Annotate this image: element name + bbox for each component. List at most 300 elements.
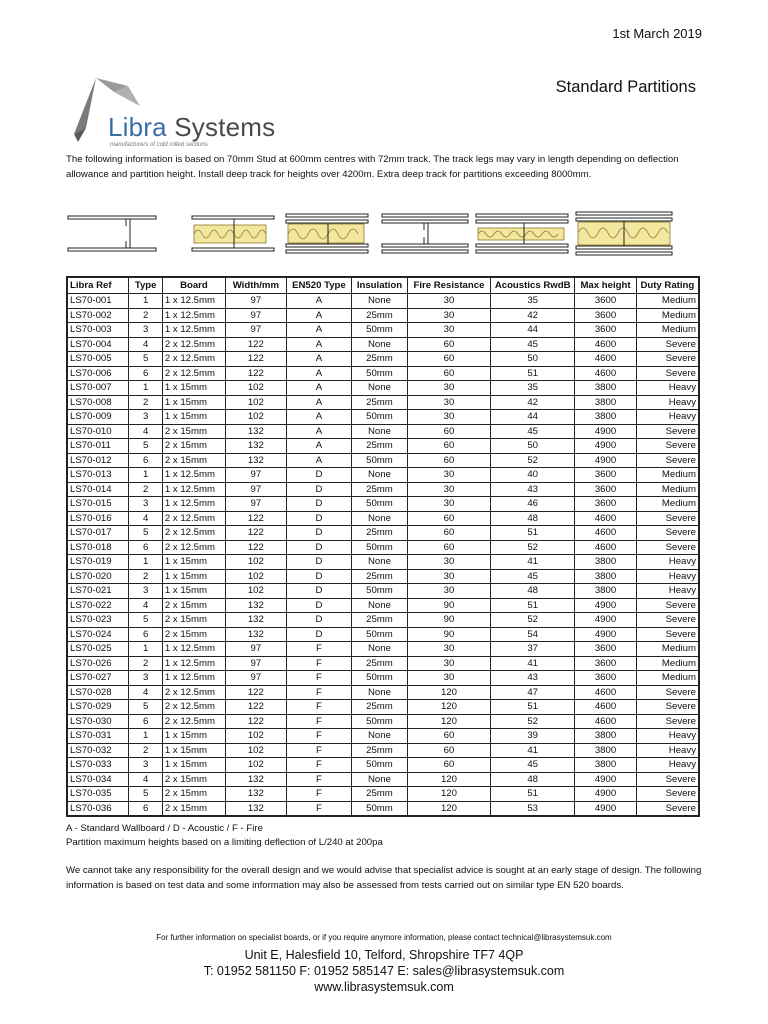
table-row [67, 468, 699, 483]
cell-type: 1 [129, 729, 162, 744]
cell-libra-ref: LS70-018 [67, 540, 129, 555]
cell-duty-rating: Heavy [636, 729, 699, 744]
cell-insulation: 50mm [352, 540, 408, 555]
cell-fire-resistance: 30 [407, 584, 490, 599]
cell-fire-resistance: 60 [407, 758, 490, 773]
cell-acoustics: 35 [491, 381, 575, 396]
brand-libra: Libra [108, 112, 167, 142]
cell-acoustics: 42 [491, 308, 575, 323]
cell-en520-type: D [286, 627, 351, 642]
cell-fire-resistance: 30 [407, 642, 490, 657]
cell-insulation: 25mm [352, 308, 408, 323]
cell-fire-resistance: 120 [407, 787, 490, 802]
cell-type: 3 [129, 323, 162, 338]
cell-max-height: 4900 [575, 453, 636, 468]
cell-board: 2 x 15mm [162, 439, 225, 454]
cell-en520-type: D [286, 468, 351, 483]
cell-insulation: 25mm [352, 613, 408, 628]
cell-type: 4 [129, 424, 162, 439]
cell-duty-rating: Medium [636, 323, 699, 338]
cell-insulation: 25mm [352, 439, 408, 454]
cell-libra-ref: LS70-028 [67, 685, 129, 700]
cell-width: 97 [225, 323, 286, 338]
cell-duty-rating: Heavy [636, 410, 699, 425]
cell-board: 2 x 15mm [162, 772, 225, 787]
cell-width: 132 [225, 772, 286, 787]
cell-insulation: 50mm [352, 410, 408, 425]
cell-en520-type: A [286, 294, 351, 309]
cell-acoustics: 45 [491, 337, 575, 352]
cell-type: 2 [129, 656, 162, 671]
cell-insulation: None [352, 381, 408, 396]
cell-width: 102 [225, 758, 286, 773]
table-row [67, 772, 699, 787]
cell-type: 4 [129, 337, 162, 352]
cell-board: 1 x 12.5mm [162, 482, 225, 497]
disclaimer-paragraph: We cannot take any responsibility for the overall design and we would advise that specialist advice is sought at an early stage of design. The following information is based on test data and some information may also be assessed from tests carried out on similar type EN 520 boards. [66, 865, 702, 891]
cell-board: 2 x 12.5mm [162, 511, 225, 526]
cell-acoustics: 40 [491, 468, 575, 483]
cell-width: 132 [225, 424, 286, 439]
cell-width: 132 [225, 801, 286, 816]
cell-acoustics: 45 [491, 758, 575, 773]
cell-board: 1 x 12.5mm [162, 671, 225, 686]
cell-en520-type: A [286, 395, 351, 410]
cell-width: 122 [225, 352, 286, 367]
cell-libra-ref: LS70-001 [67, 294, 129, 309]
cell-insulation: 25mm [352, 656, 408, 671]
cell-type: 2 [129, 569, 162, 584]
cell-type: 1 [129, 381, 162, 396]
cell-libra-ref: LS70-036 [67, 801, 129, 816]
cell-libra-ref: LS70-023 [67, 613, 129, 628]
legend-board-types: A - Standard Wallboard / D - Acoustic / F - Fire [66, 823, 263, 834]
cell-board: 2 x 15mm [162, 627, 225, 642]
cell-width: 97 [225, 308, 286, 323]
diagram-type-2 [192, 216, 274, 251]
table-row [67, 714, 699, 729]
diagram-type-1 [68, 216, 156, 251]
col-insulation: Insulation [352, 277, 408, 294]
cell-fire-resistance: 120 [407, 714, 490, 729]
cell-type: 1 [129, 468, 162, 483]
cell-duty-rating: Severe [636, 772, 699, 787]
table-row [67, 743, 699, 758]
footer-address: Unit E, Halesfield 10, Telford, Shropshire TF7 4QP [244, 948, 524, 962]
cell-en520-type: F [286, 729, 351, 744]
cell-duty-rating: Severe [636, 424, 699, 439]
cell-libra-ref: LS70-004 [67, 337, 129, 352]
cell-libra-ref: LS70-007 [67, 381, 129, 396]
cell-insulation: None [352, 294, 408, 309]
cell-board: 2 x 15mm [162, 598, 225, 613]
cell-max-height: 3800 [575, 381, 636, 396]
cell-fire-resistance: 120 [407, 685, 490, 700]
cell-insulation: 50mm [352, 758, 408, 773]
col-duty-rating: Duty Rating [636, 277, 699, 294]
cell-insulation: 50mm [352, 323, 408, 338]
cell-type: 5 [129, 526, 162, 541]
cell-en520-type: D [286, 511, 351, 526]
cell-duty-rating: Severe [636, 613, 699, 628]
col-width: Width/mm [225, 277, 286, 294]
table-row [67, 294, 699, 309]
cell-en520-type: F [286, 801, 351, 816]
cell-width: 132 [225, 439, 286, 454]
table-row [67, 685, 699, 700]
cell-duty-rating: Severe [636, 801, 699, 816]
cell-width: 97 [225, 294, 286, 309]
cell-board: 1 x 12.5mm [162, 642, 225, 657]
cell-duty-rating: Severe [636, 337, 699, 352]
cell-board: 1 x 12.5mm [162, 294, 225, 309]
cell-max-height: 3600 [575, 294, 636, 309]
cell-insulation: None [352, 772, 408, 787]
cell-libra-ref: LS70-015 [67, 497, 129, 512]
col-fire-resistance: Fire Resistance [407, 277, 490, 294]
cell-fire-resistance: 30 [407, 308, 490, 323]
cell-max-height: 4600 [575, 352, 636, 367]
cell-fire-resistance: 60 [407, 540, 490, 555]
cell-type: 3 [129, 584, 162, 599]
cell-en520-type: F [286, 743, 351, 758]
cell-board: 2 x 12.5mm [162, 700, 225, 715]
cell-en520-type: A [286, 439, 351, 454]
cell-max-height: 3600 [575, 468, 636, 483]
cell-width: 102 [225, 395, 286, 410]
table-row [67, 598, 699, 613]
cell-board: 1 x 12.5mm [162, 497, 225, 512]
table-row [67, 526, 699, 541]
table-row [67, 787, 699, 802]
col-board: Board [162, 277, 225, 294]
cell-insulation: None [352, 511, 408, 526]
cell-board: 1 x 15mm [162, 569, 225, 584]
table-header-row [67, 277, 699, 294]
table-row [67, 671, 699, 686]
cell-fire-resistance: 30 [407, 555, 490, 570]
cell-acoustics: 51 [491, 598, 575, 613]
cell-libra-ref: LS70-012 [67, 453, 129, 468]
cell-insulation: 50mm [352, 714, 408, 729]
cell-insulation: 25mm [352, 700, 408, 715]
cell-width: 97 [225, 656, 286, 671]
cell-max-height: 3800 [575, 569, 636, 584]
cell-type: 1 [129, 555, 162, 570]
cell-duty-rating: Severe [636, 540, 699, 555]
cell-type: 6 [129, 453, 162, 468]
cell-max-height: 3600 [575, 323, 636, 338]
cell-acoustics: 41 [491, 555, 575, 570]
cell-en520-type: F [286, 758, 351, 773]
partition-diagrams [66, 206, 702, 262]
cell-type: 3 [129, 497, 162, 512]
cell-acoustics: 52 [491, 613, 575, 628]
cell-width: 102 [225, 555, 286, 570]
cell-fire-resistance: 30 [407, 381, 490, 396]
cell-fire-resistance: 60 [407, 439, 490, 454]
cell-max-height: 3600 [575, 671, 636, 686]
cell-duty-rating: Severe [636, 366, 699, 381]
cell-acoustics: 52 [491, 453, 575, 468]
cell-board: 2 x 12.5mm [162, 352, 225, 367]
cell-width: 122 [225, 337, 286, 352]
cell-fire-resistance: 30 [407, 468, 490, 483]
cell-duty-rating: Severe [636, 627, 699, 642]
cell-fire-resistance: 30 [407, 323, 490, 338]
cell-libra-ref: LS70-033 [67, 758, 129, 773]
cell-fire-resistance: 60 [407, 366, 490, 381]
cell-duty-rating: Severe [636, 526, 699, 541]
cell-libra-ref: LS70-027 [67, 671, 129, 686]
diagram-type-3 [286, 214, 368, 253]
cell-max-height: 4900 [575, 627, 636, 642]
cell-acoustics: 51 [491, 366, 575, 381]
cell-type: 4 [129, 772, 162, 787]
table-row [67, 337, 699, 352]
cell-acoustics: 44 [491, 323, 575, 338]
cell-width: 122 [225, 526, 286, 541]
cell-acoustics: 50 [491, 352, 575, 367]
cell-board: 1 x 15mm [162, 729, 225, 744]
cell-libra-ref: LS70-014 [67, 482, 129, 497]
cell-en520-type: D [286, 569, 351, 584]
cell-insulation: 25mm [352, 787, 408, 802]
cell-board: 2 x 12.5mm [162, 366, 225, 381]
cell-type: 4 [129, 685, 162, 700]
cell-duty-rating: Heavy [636, 758, 699, 773]
cell-duty-rating: Severe [636, 511, 699, 526]
document-title: Standard Partitions [555, 78, 696, 96]
cell-duty-rating: Heavy [636, 743, 699, 758]
cell-insulation: 25mm [352, 482, 408, 497]
table-row [67, 395, 699, 410]
cell-board: 1 x 12.5mm [162, 656, 225, 671]
cell-acoustics: 45 [491, 569, 575, 584]
cell-board: 1 x 12.5mm [162, 323, 225, 338]
cell-width: 132 [225, 598, 286, 613]
cell-width: 102 [225, 584, 286, 599]
col-en520-type: EN520 Type [286, 277, 351, 294]
cell-duty-rating: Heavy [636, 555, 699, 570]
cell-libra-ref: LS70-003 [67, 323, 129, 338]
cell-width: 122 [225, 700, 286, 715]
cell-acoustics: 46 [491, 497, 575, 512]
cell-board: 1 x 15mm [162, 758, 225, 773]
table-row [67, 482, 699, 497]
cell-insulation: None [352, 337, 408, 352]
cell-libra-ref: LS70-034 [67, 772, 129, 787]
brand-name [108, 112, 275, 143]
cell-libra-ref: LS70-022 [67, 598, 129, 613]
cell-fire-resistance: 30 [407, 395, 490, 410]
table-row [67, 381, 699, 396]
cell-libra-ref: LS70-010 [67, 424, 129, 439]
cell-en520-type: A [286, 424, 351, 439]
cell-insulation: None [352, 685, 408, 700]
intro-paragraph: The following information is based on 70mm Stud at 600mm centres with 72mm track. The track legs may vary in length depending on deflection allowance and partition height. Install deep track for heights over 4200m. Extra deep track for partitions exceeding 8000mm. [66, 154, 679, 180]
cell-board: 2 x 15mm [162, 613, 225, 628]
cell-max-height: 4600 [575, 511, 636, 526]
cell-duty-rating: Severe [636, 352, 699, 367]
cell-width: 132 [225, 787, 286, 802]
cell-board: 1 x 12.5mm [162, 308, 225, 323]
cell-duty-rating: Heavy [636, 395, 699, 410]
table-row [67, 497, 699, 512]
cell-fire-resistance: 30 [407, 656, 490, 671]
cell-board: 2 x 12.5mm [162, 714, 225, 729]
cell-type: 4 [129, 598, 162, 613]
cell-en520-type: A [286, 366, 351, 381]
cell-libra-ref: LS70-005 [67, 352, 129, 367]
cell-board: 1 x 15mm [162, 743, 225, 758]
cell-type: 6 [129, 366, 162, 381]
cell-acoustics: 51 [491, 526, 575, 541]
cell-en520-type: D [286, 482, 351, 497]
cell-max-height: 3800 [575, 395, 636, 410]
table-row [67, 308, 699, 323]
cell-max-height: 3800 [575, 555, 636, 570]
cell-en520-type: F [286, 772, 351, 787]
cell-fire-resistance: 60 [407, 352, 490, 367]
table-row [67, 410, 699, 425]
cell-insulation: None [352, 598, 408, 613]
cell-insulation: 50mm [352, 453, 408, 468]
table-row [67, 424, 699, 439]
legend [66, 822, 383, 850]
cell-type: 1 [129, 294, 162, 309]
cell-max-height: 3800 [575, 584, 636, 599]
cell-acoustics: 39 [491, 729, 575, 744]
cell-insulation: 25mm [352, 395, 408, 410]
cell-fire-resistance: 30 [407, 497, 490, 512]
table-row [67, 729, 699, 744]
cell-width: 132 [225, 627, 286, 642]
cell-max-height: 3600 [575, 642, 636, 657]
cell-fire-resistance: 90 [407, 598, 490, 613]
cell-en520-type: F [286, 671, 351, 686]
cell-libra-ref: LS70-029 [67, 700, 129, 715]
cell-max-height: 3600 [575, 656, 636, 671]
cell-libra-ref: LS70-020 [67, 569, 129, 584]
cell-fire-resistance: 30 [407, 569, 490, 584]
cell-acoustics: 43 [491, 482, 575, 497]
cell-type: 2 [129, 395, 162, 410]
cell-duty-rating: Medium [636, 482, 699, 497]
cell-width: 102 [225, 410, 286, 425]
cell-max-height: 4900 [575, 439, 636, 454]
cell-libra-ref: LS70-008 [67, 395, 129, 410]
table-row [67, 439, 699, 454]
cell-board: 2 x 12.5mm [162, 337, 225, 352]
cell-insulation: 25mm [352, 526, 408, 541]
brand-tagline: manufacturers of cold rolled sections [110, 142, 208, 148]
cell-type: 2 [129, 743, 162, 758]
cell-board: 1 x 15mm [162, 395, 225, 410]
table-row [67, 540, 699, 555]
cell-type: 2 [129, 482, 162, 497]
col-max-height: Max height [575, 277, 636, 294]
footer-note: For further information on specialist boards, or if you require anymore information, please contact technical@librasystemsuk.com [156, 933, 612, 942]
cell-fire-resistance: 60 [407, 424, 490, 439]
cell-fire-resistance: 60 [407, 511, 490, 526]
cell-width: 102 [225, 381, 286, 396]
cell-libra-ref: LS70-009 [67, 410, 129, 425]
cell-libra-ref: LS70-030 [67, 714, 129, 729]
cell-acoustics: 47 [491, 685, 575, 700]
cell-duty-rating: Medium [636, 308, 699, 323]
cell-en520-type: F [286, 642, 351, 657]
cell-acoustics: 35 [491, 294, 575, 309]
col-acoustics: Acoustics RwdB [491, 277, 575, 294]
cell-en520-type: A [286, 410, 351, 425]
cell-width: 122 [225, 685, 286, 700]
cell-type: 5 [129, 352, 162, 367]
cell-libra-ref: LS70-024 [67, 627, 129, 642]
cell-insulation: 25mm [352, 352, 408, 367]
cell-duty-rating: Severe [636, 439, 699, 454]
cell-en520-type: D [286, 497, 351, 512]
cell-acoustics: 53 [491, 801, 575, 816]
cell-libra-ref: LS70-021 [67, 584, 129, 599]
col-type: Type [129, 277, 162, 294]
table-row [67, 511, 699, 526]
cell-width: 132 [225, 453, 286, 468]
cell-type: 5 [129, 700, 162, 715]
cell-duty-rating: Severe [636, 453, 699, 468]
cell-insulation: 25mm [352, 569, 408, 584]
cell-en520-type: D [286, 598, 351, 613]
cell-width: 122 [225, 511, 286, 526]
cell-fire-resistance: 60 [407, 453, 490, 468]
cell-acoustics: 51 [491, 787, 575, 802]
cell-libra-ref: LS70-013 [67, 468, 129, 483]
table-row [67, 352, 699, 367]
cell-width: 102 [225, 729, 286, 744]
cell-width: 102 [225, 743, 286, 758]
cell-type: 5 [129, 439, 162, 454]
document-date: 1st March 2019 [612, 26, 702, 41]
cell-acoustics: 48 [491, 584, 575, 599]
cell-insulation: 50mm [352, 584, 408, 599]
cell-board: 2 x 15mm [162, 787, 225, 802]
cell-en520-type: D [286, 526, 351, 541]
table-row [67, 453, 699, 468]
cell-insulation: 50mm [352, 671, 408, 686]
cell-width: 97 [225, 468, 286, 483]
cell-board: 2 x 15mm [162, 801, 225, 816]
cell-en520-type: D [286, 555, 351, 570]
cell-max-height: 4600 [575, 337, 636, 352]
cell-fire-resistance: 30 [407, 482, 490, 497]
cell-max-height: 4600 [575, 714, 636, 729]
cell-en520-type: F [286, 685, 351, 700]
cell-max-height: 4600 [575, 700, 636, 715]
cell-fire-resistance: 30 [407, 671, 490, 686]
cell-max-height: 4600 [575, 366, 636, 381]
cell-duty-rating: Severe [636, 685, 699, 700]
cell-type: 3 [129, 758, 162, 773]
cell-duty-rating: Heavy [636, 569, 699, 584]
cell-max-height: 4900 [575, 424, 636, 439]
cell-board: 1 x 12.5mm [162, 468, 225, 483]
cell-type: 6 [129, 627, 162, 642]
cell-type: 5 [129, 787, 162, 802]
cell-libra-ref: LS70-025 [67, 642, 129, 657]
cell-fire-resistance: 30 [407, 294, 490, 309]
cell-board: 2 x 12.5mm [162, 540, 225, 555]
cell-board: 1 x 15mm [162, 410, 225, 425]
